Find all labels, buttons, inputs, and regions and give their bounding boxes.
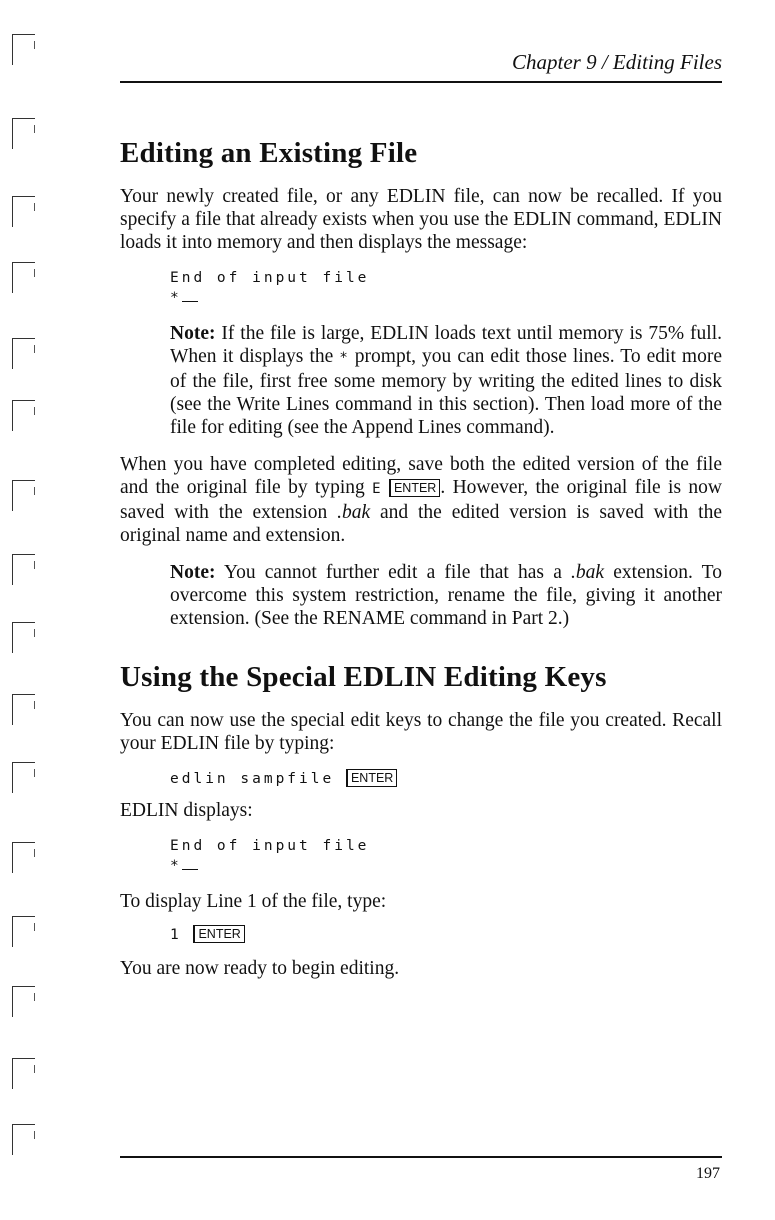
prompt-line bbox=[170, 288, 722, 308]
note-label: Note: bbox=[170, 561, 216, 583]
section-heading-special-keys: Using the Special EDLIN Editing Keys bbox=[120, 660, 607, 693]
screen-line: End of input file bbox=[170, 269, 370, 286]
save-paragraph bbox=[120, 453, 722, 547]
binding-mark bbox=[12, 986, 35, 1017]
screen-output bbox=[170, 836, 722, 876]
header-rule bbox=[120, 81, 722, 83]
binding-mark bbox=[12, 338, 35, 369]
binding-mark bbox=[12, 842, 35, 873]
extension-text: .bak bbox=[571, 561, 605, 583]
binding-mark bbox=[12, 196, 35, 227]
display-line-text: To display Line 1 of the file, type: bbox=[120, 890, 387, 912]
note-text: prompt, you can edit those lines. To edit more of the file, first free some memory by writing the edited lines to disk (see the Write Lines command in this section). Then load more of the file for editing (see the Append Lines command). bbox=[170, 345, 723, 438]
enter-key: ENTER bbox=[193, 925, 244, 943]
prompt-glyph: * bbox=[170, 289, 182, 306]
section-heading-editing: Editing an Existing File bbox=[120, 137, 418, 169]
note-text: If the file is large, EDLIN loads text until memory is 75% full. When it displays the bbox=[170, 322, 722, 367]
binding-mark bbox=[12, 34, 35, 65]
binding-mark bbox=[12, 622, 35, 653]
page-number: 197 bbox=[696, 1165, 720, 1182]
ready-text: You are now ready to begin editing. bbox=[120, 957, 400, 979]
binding-mark bbox=[12, 1124, 35, 1155]
enter-key: ENTER bbox=[389, 479, 440, 497]
paragraph-text: and the edited version is saved with the original name and extension. bbox=[120, 501, 722, 546]
command-text: edlin sampfile bbox=[170, 770, 335, 787]
screen-line: End of input file bbox=[170, 837, 370, 854]
note-bak-file bbox=[170, 561, 722, 630]
binding-mark bbox=[12, 1058, 35, 1089]
prompt-line bbox=[170, 856, 722, 876]
paragraph-text: When you have completed editing, save both the edited version of the file and the original file by typing bbox=[120, 453, 722, 498]
special-keys-intro: You can now use the special edit keys to change the file you created. Recall your EDLIN file by typing: bbox=[120, 709, 722, 754]
binding-mark bbox=[12, 262, 35, 293]
binding-mark bbox=[12, 762, 35, 793]
intro-paragraph: Your newly created file, or any EDLIN file, can now be recalled. If you specify a file that already exists when you use the EDLIN command, EDLIN loads it into memory and then displays the message: bbox=[120, 185, 722, 253]
binding-mark bbox=[12, 694, 35, 725]
displays-text: EDLIN displays: bbox=[120, 799, 253, 821]
paragraph-text: . However, the original file is now saved with the extension bbox=[120, 476, 722, 523]
page-body bbox=[120, 136, 722, 980]
command-text: E bbox=[372, 480, 382, 497]
screen-output bbox=[170, 268, 722, 308]
enter-key: ENTER bbox=[346, 769, 397, 787]
extension-text: .bak bbox=[337, 501, 371, 523]
note-large-file bbox=[170, 322, 722, 439]
note-text: extension. To overcome this system restriction, rename the file, giving it another extension. (See the RENAME command in Part 2.) bbox=[170, 561, 722, 629]
binding-mark bbox=[12, 400, 35, 431]
binding-mark bbox=[12, 916, 35, 947]
note-text: You cannot further edit a file that has a bbox=[215, 561, 572, 583]
prompt-glyph: * bbox=[339, 349, 349, 366]
binding-mark bbox=[12, 118, 35, 149]
note-label: Note: bbox=[170, 322, 216, 344]
running-header: Chapter 9 / Editing Files bbox=[512, 50, 722, 74]
footer-rule bbox=[120, 1156, 722, 1158]
binding-mark bbox=[12, 554, 35, 585]
cursor bbox=[182, 857, 198, 870]
binding-mark bbox=[12, 480, 35, 511]
command-line bbox=[170, 769, 722, 789]
command-text: 1 bbox=[170, 926, 182, 943]
prompt-glyph: * bbox=[170, 857, 182, 874]
command-line bbox=[170, 925, 722, 945]
cursor bbox=[182, 289, 198, 302]
